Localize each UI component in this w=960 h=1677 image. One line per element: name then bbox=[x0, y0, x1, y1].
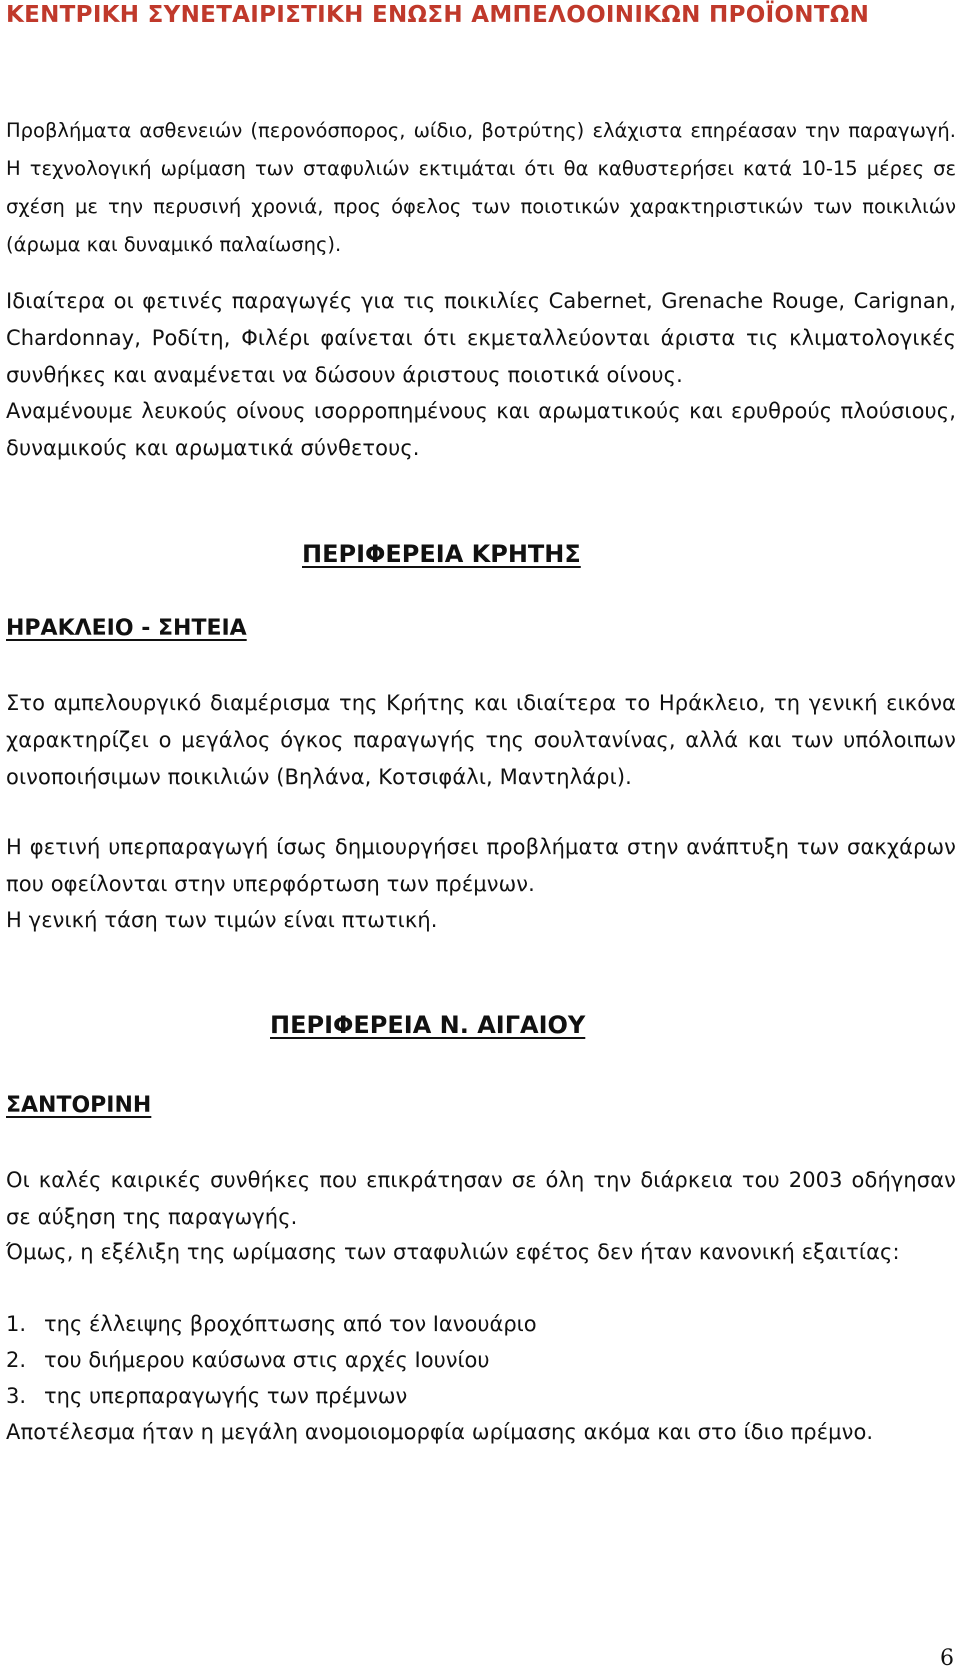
aegean-region-title: ΠΕΡΙΦΕΡΕΙΑ Ν. ΑΙΓΑΙΟΥ bbox=[270, 1011, 586, 1039]
aegean-paragraph-1: Οι καλές καιρικές συνθήκες που επικράτησαν σε όλη την διάρκεια του 2003 οδήγησαν σε αύξηση της παραγωγής. bbox=[6, 1168, 956, 1229]
crete-paragraph-3: Η γενική τάση των τιμών είναι πτωτική. bbox=[6, 908, 438, 932]
crete-region-title: ΠΕΡΙΦΕΡΕΙΑ ΚΡΗΤΗΣ bbox=[302, 540, 581, 568]
crete-paragraph-1: Στο αμπελουργικό διαμέρισμα της Κρήτης και ιδιαίτερα το Ηράκλειο, τη γενική εικόνα χαρακτηρίζει ο μεγάλος όγκος παραγωγής της σουλτανίνας, αλλά και των υπόλοιπων οινοποιήσιμων ποικιλιών (Βηλάνα, Κοτσιφάλι, Μαντηλάρι). bbox=[6, 691, 956, 789]
aegean-paragraph-3: Αποτέλεσμα ήταν η μεγάλη ανομοιομορφία ωρίμασης ακόμα και στο ίδιο πρέμνο. bbox=[6, 1420, 874, 1444]
list-item bbox=[6, 1342, 956, 1378]
list-number: 2. bbox=[6, 1348, 27, 1372]
list-text: του διήμερου καύσωνα στις αρχές Ιουνίου bbox=[44, 1348, 490, 1372]
list-text: της έλλειψης βροχόπτωσης από τον Ιανουάριο bbox=[44, 1312, 537, 1336]
crete-subregion-title: ΗΡΑΚΛΕΙΟ - ΣΗΤΕΙΑ bbox=[6, 616, 247, 641]
intro-paragraph-2: Ιδιαίτερα οι φετινές παραγωγές για τις ποικιλίες Cabernet, Grenache Rouge, Carignan, Chardonnay, Ροδίτη, Φιλέρι φαίνεται ότι εκμεταλλεύονται άριστα τις κλιματολογικές συνθήκες και αναμένεται να δώσουν άριστους ποιοτικά οίνους. bbox=[6, 289, 956, 387]
list-number: 3. bbox=[6, 1384, 27, 1408]
causes-list bbox=[6, 1306, 956, 1414]
list-number: 1. bbox=[6, 1312, 27, 1336]
page-number: 6 bbox=[940, 1646, 954, 1671]
intro-paragraph-1: Προβλήματα ασθενειών (περονόσπορος, ωίδιο, βοτρύτης) ελάχιστα επηρέασαν την παραγωγή. Η τεχνολογική ωρίμαση των σταφυλιών εκτιμάται ότι θα καθυστερήσει κατά 10-15 μέρες σε σχέση με την περυσινή χρονιά, προς όφελος των ποιοτικών χαρακτηριστικών των ποικιλιών (άρωμα και δυναμικό παλαίωσης). bbox=[6, 119, 956, 256]
list-item bbox=[6, 1306, 956, 1342]
list-item bbox=[6, 1378, 956, 1414]
list-text: της υπερπαραγωγής των πρέμνων bbox=[44, 1384, 408, 1408]
aegean-subregion-title: ΣΑΝΤΟΡΙΝΗ bbox=[6, 1093, 152, 1118]
document-header: ΚΕΝΤΡΙΚΗ ΣΥΝΕΤΑΙΡΙΣΤΙΚΗ ΕΝΩΣΗ ΑΜΠΕΛΟΟΙΝΙΚΩΝ ΠΡΟΪΟΝΤΩΝ bbox=[6, 2, 870, 28]
crete-paragraph-2: Η φετινή υπερπαραγωγή ίσως δημιουργήσει προβλήματα στην ανάπτυξη των σακχάρων που οφείλονται στην υπερφόρτωση των πρέμνων. bbox=[6, 835, 956, 896]
intro-paragraph-3: Αναμένουμε λευκούς οίνους ισορροπημένους και αρωματικούς και ερυθρούς πλούσιους, δυναμικούς και αρωματικά σύνθετους. bbox=[6, 399, 956, 460]
aegean-paragraph-2: Όμως, η εξέλιξη της ωρίμασης των σταφυλιών εφέτος δεν ήταν κανονική εξαιτίας: bbox=[6, 1240, 900, 1264]
